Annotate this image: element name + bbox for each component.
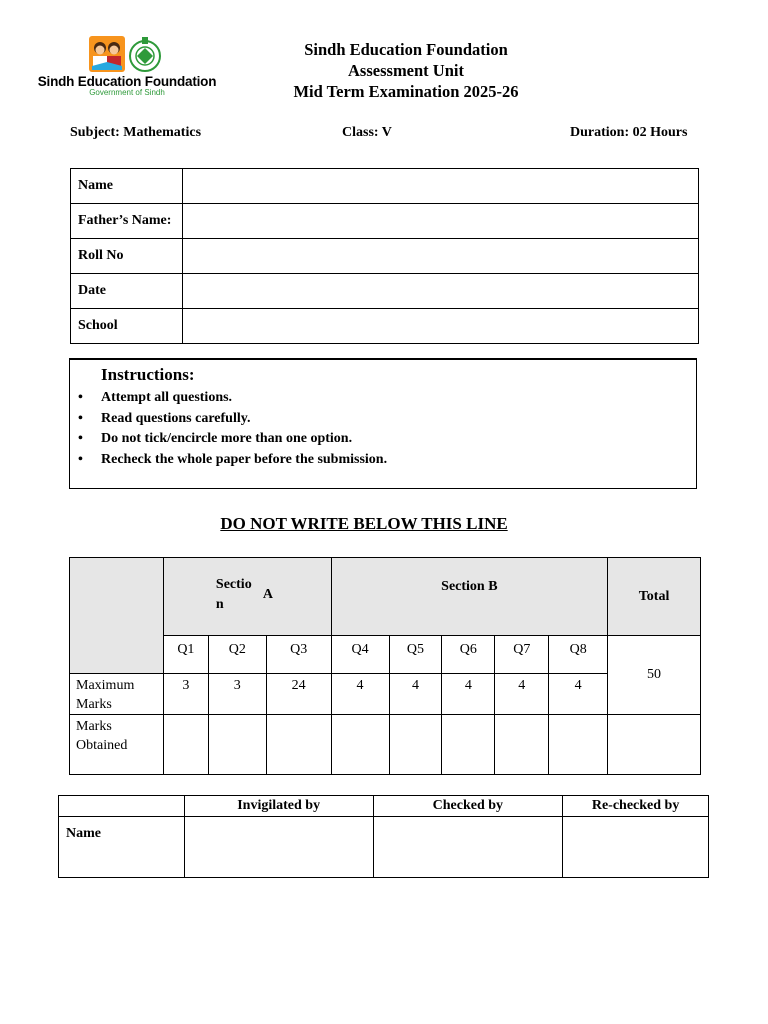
- max-marks-q4: 4: [331, 674, 389, 715]
- checked-by-header: Checked by: [373, 796, 563, 817]
- marks-obtained-row: [70, 715, 701, 775]
- logo-sub-name: Government of Sindh: [89, 88, 165, 97]
- bullet-icon: •: [78, 431, 83, 446]
- sef-logo: [34, 34, 218, 98]
- question-q3: Q3: [266, 636, 331, 674]
- max-marks-q7: 4: [495, 674, 549, 715]
- obtained-q2[interactable]: [208, 715, 266, 775]
- section-a-header: [163, 558, 331, 636]
- father-name-row: [71, 204, 699, 239]
- section-a-part2: n: [215, 596, 224, 612]
- do-not-write-heading: DO NOT WRITE BELOW THIS LINE: [220, 514, 508, 533]
- instructions-list: [70, 390, 387, 472]
- blank-corner-cell: [59, 796, 185, 817]
- rechecked-by-header: Re-checked by: [563, 796, 709, 817]
- class-label: Class: V: [342, 125, 392, 140]
- name-row: [71, 169, 699, 204]
- instruction-text: Recheck the whole paper before the submission.: [101, 451, 388, 467]
- student-info-table: [70, 168, 699, 344]
- duration-label: Duration: 02 Hours: [570, 125, 688, 140]
- obtained-q8[interactable]: [549, 715, 608, 775]
- instruction-item: [70, 411, 387, 432]
- obtained-q4[interactable]: [331, 715, 389, 775]
- obtained-q6[interactable]: [442, 715, 495, 775]
- instruction-text: Do not tick/encircle more than one option.: [101, 431, 353, 446]
- total-header: Total: [608, 558, 701, 636]
- bullet-icon: •: [78, 451, 83, 467]
- roll-no-row: [71, 239, 699, 274]
- question-q7: Q7: [495, 636, 549, 674]
- header-unit: Assessment Unit: [348, 61, 464, 80]
- logo-org-name: Sindh Education Foundation: [37, 74, 217, 89]
- date-label: Date: [71, 274, 183, 309]
- obtained-label-line2: Obtained: [76, 738, 128, 753]
- section-a-part1: Sectio: [215, 576, 252, 592]
- section-header-row: [70, 558, 701, 636]
- total-marks-value: 50: [608, 636, 701, 715]
- question-q4: Q4: [331, 636, 389, 674]
- max-marks-q2: 3: [208, 674, 266, 715]
- header-foundation: Sindh Education Foundation: [304, 40, 508, 59]
- question-q5: Q5: [389, 636, 442, 674]
- maximum-label-line1: Maximum: [76, 678, 135, 693]
- question-q8: Q8: [549, 636, 608, 674]
- instructions-title: Instructions:: [101, 365, 195, 384]
- bullet-icon: •: [78, 390, 83, 405]
- max-marks-q5: 4: [389, 674, 442, 715]
- bullet-icon: •: [78, 410, 83, 426]
- invigilated-by-header: Invigilated by: [184, 796, 373, 817]
- obtained-q5[interactable]: [389, 715, 442, 775]
- instruction-text: Attempt all questions.: [101, 390, 233, 405]
- maximum-marks-row: [70, 674, 701, 715]
- blank-header-cell: [70, 558, 164, 674]
- section-a-letter: A: [262, 586, 274, 602]
- subject-label: Subject: Mathematics: [70, 125, 202, 140]
- obtained-q1[interactable]: [163, 715, 208, 775]
- question-q2: Q2: [208, 636, 266, 674]
- obtained-q3[interactable]: [266, 715, 331, 775]
- instruction-text: Read questions carefully.: [101, 410, 251, 426]
- checker-name-field[interactable]: [373, 817, 563, 878]
- school-field[interactable]: [183, 309, 699, 344]
- signature-header-row: [59, 796, 709, 817]
- obtained-q7[interactable]: [495, 715, 549, 775]
- section-b-header: Section B: [331, 558, 608, 636]
- instructions-box: [69, 358, 697, 489]
- question-q6: Q6: [442, 636, 495, 674]
- father-name-label: Father’s Name:: [71, 204, 183, 239]
- signature-name-row: [59, 817, 709, 878]
- marks-table: [69, 557, 701, 775]
- date-field[interactable]: [183, 274, 699, 309]
- roll-no-label: Roll No: [71, 239, 183, 274]
- header-exam-title: Mid Term Examination 2025-26: [293, 82, 519, 101]
- max-marks-q6: 4: [442, 674, 495, 715]
- instruction-item: [70, 452, 387, 473]
- rechecker-name-field[interactable]: [563, 817, 709, 878]
- school-row: [71, 309, 699, 344]
- roll-no-field[interactable]: [183, 239, 699, 274]
- maximum-marks-label: [70, 674, 164, 715]
- sef-emblem-icon: [34, 34, 218, 76]
- max-marks-q1: 3: [163, 674, 208, 715]
- invigilator-name-field[interactable]: [184, 817, 373, 878]
- marks-obtained-label: [70, 715, 164, 775]
- question-q1: Q1: [163, 636, 208, 674]
- obtained-total[interactable]: [608, 715, 701, 775]
- instruction-item: [70, 390, 387, 411]
- instruction-item: [70, 431, 387, 452]
- name-field[interactable]: [183, 169, 699, 204]
- max-marks-q3: 24: [266, 674, 331, 715]
- school-label: School: [71, 309, 183, 344]
- signature-table: [58, 795, 709, 878]
- obtained-label-line1: Marks: [76, 719, 112, 734]
- maximum-label-line2: Marks: [76, 697, 112, 712]
- signature-name-label: Name: [59, 817, 185, 878]
- name-label: Name: [71, 169, 183, 204]
- question-row: [70, 636, 701, 674]
- date-row: [71, 274, 699, 309]
- father-name-field[interactable]: [183, 204, 699, 239]
- max-marks-q8: 4: [549, 674, 608, 715]
